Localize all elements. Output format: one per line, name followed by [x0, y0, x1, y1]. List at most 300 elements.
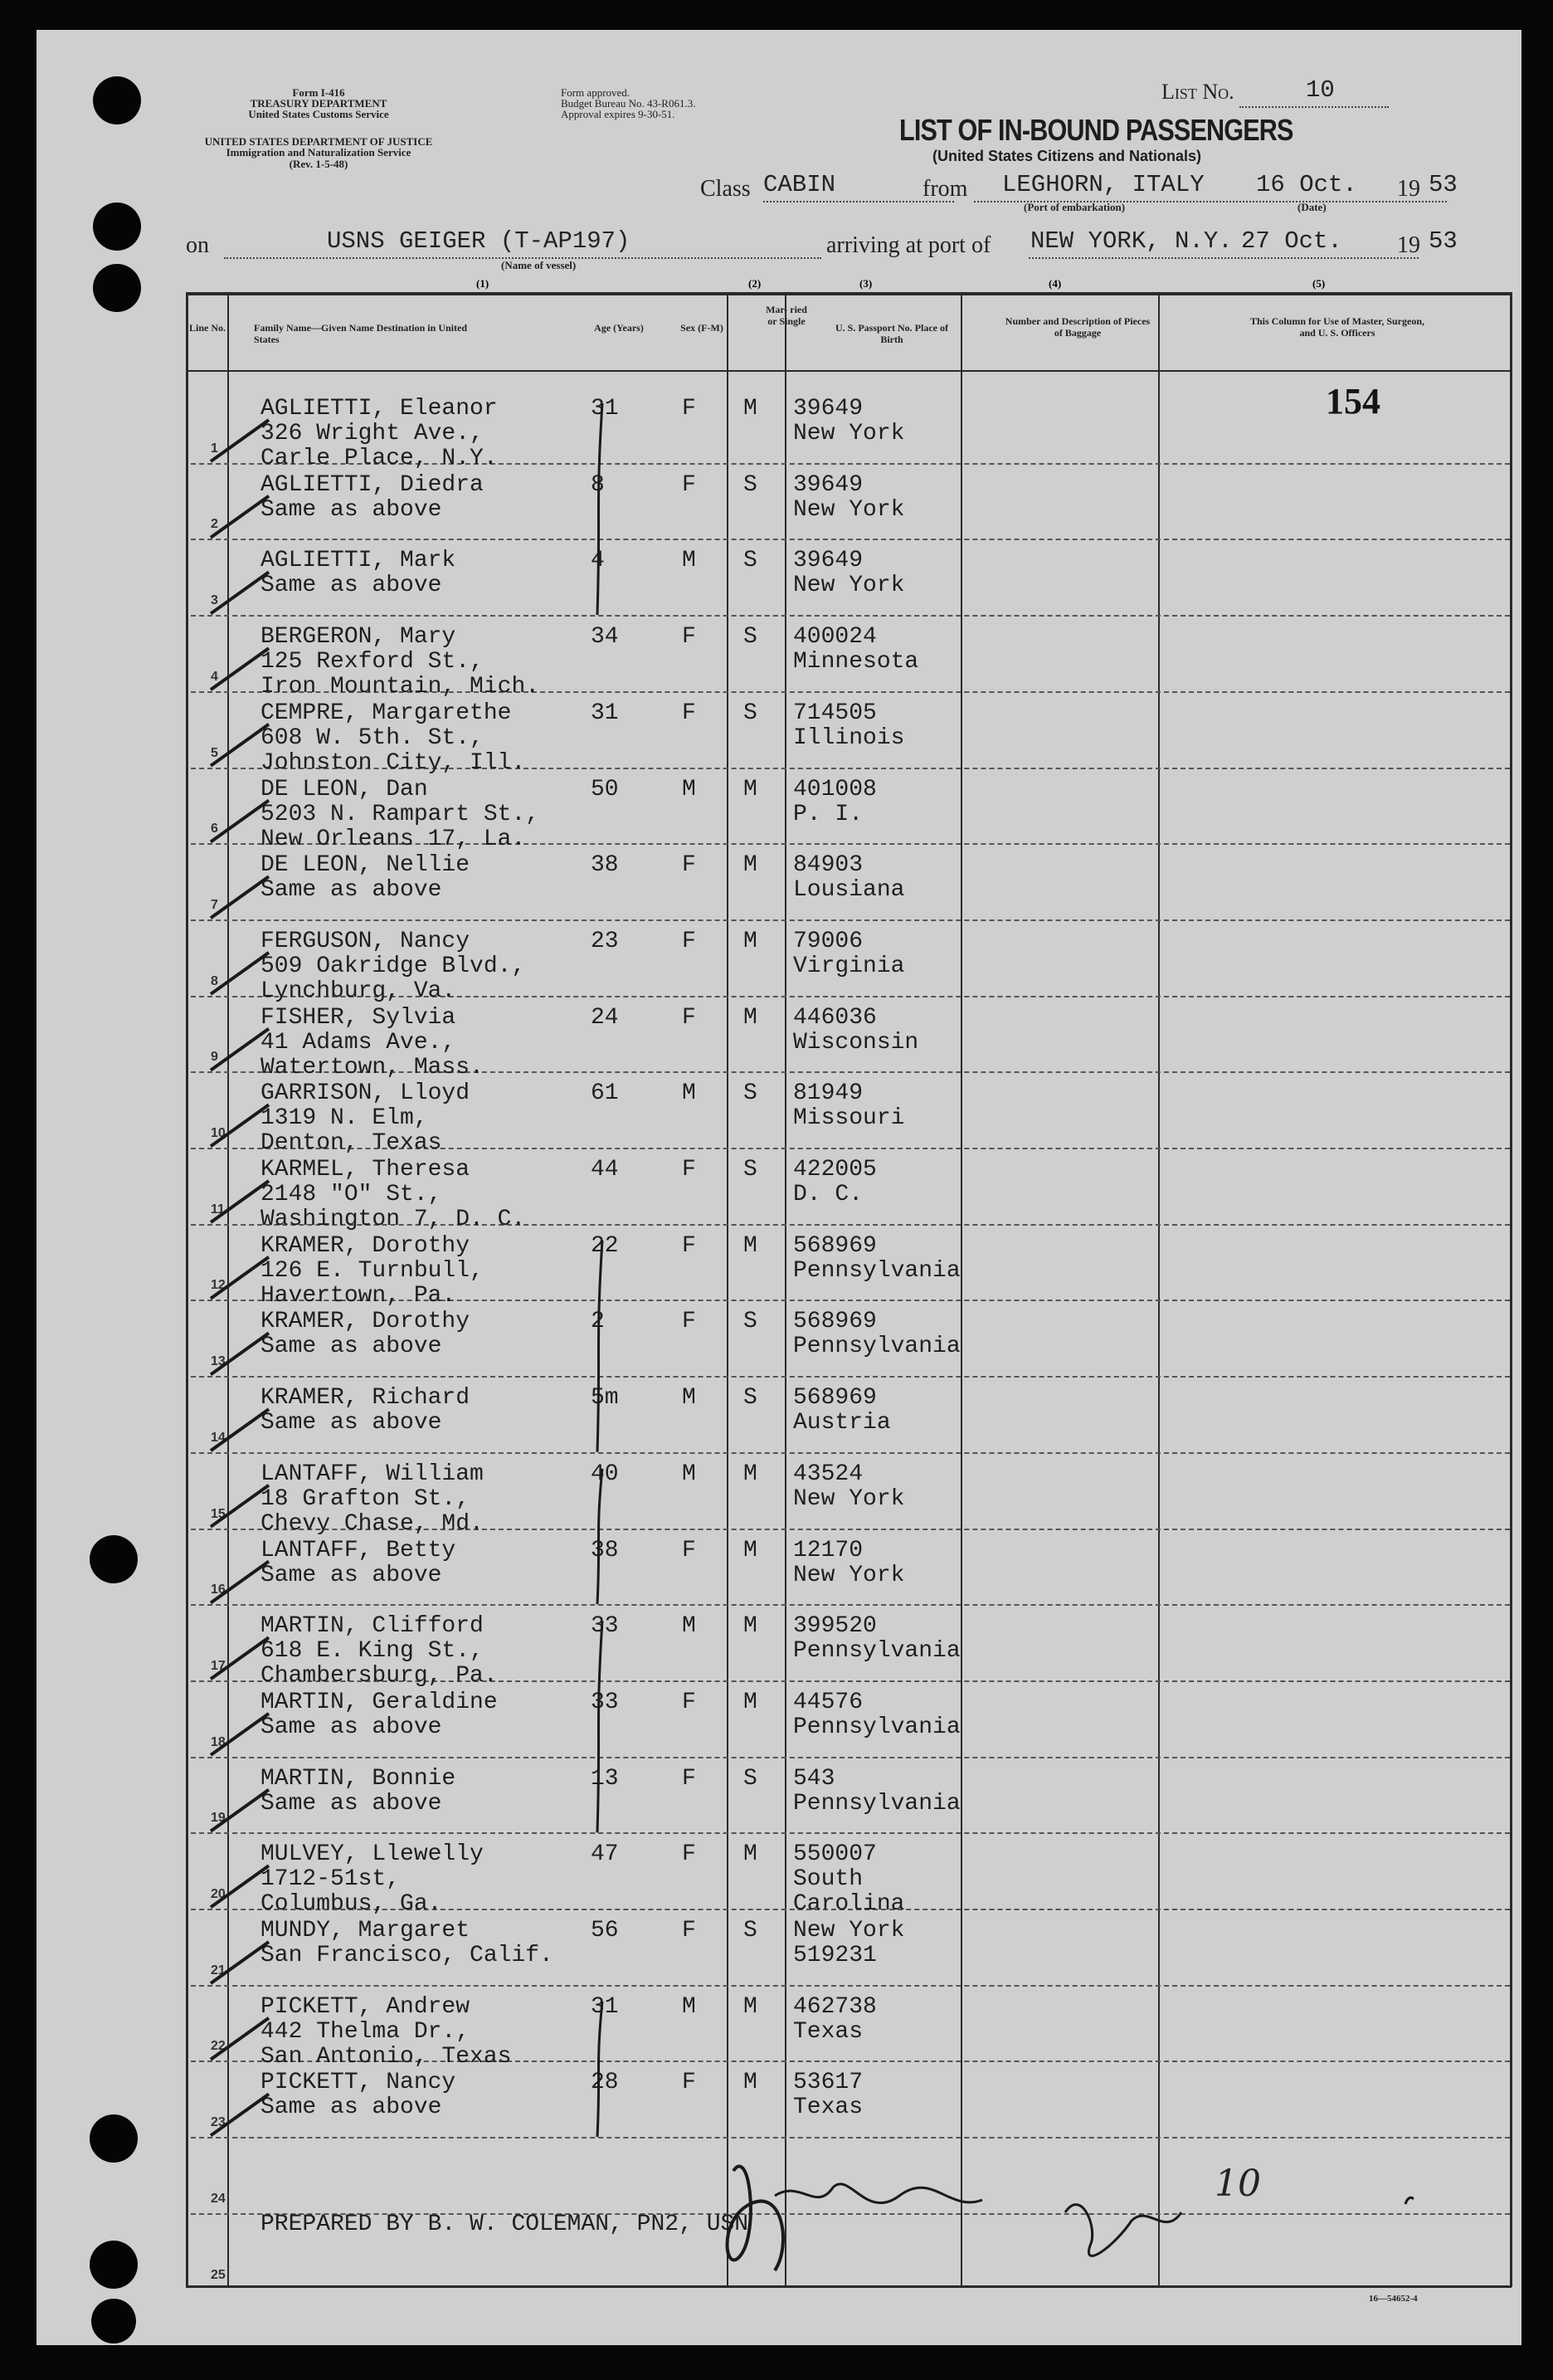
- passenger-sex: F: [682, 1537, 696, 1563]
- line-number: 6: [211, 822, 218, 836]
- passenger-sex: F: [682, 1765, 696, 1792]
- passport-number: 43524: [793, 1461, 864, 1487]
- place-of-birth: New York: [793, 1562, 905, 1588]
- row-divider: [191, 919, 1510, 921]
- passenger-age: 5m: [591, 1385, 619, 1412]
- passenger-age: 23: [591, 928, 619, 954]
- approval-line-2: Budget Bureau No. 43-R061.3.: [561, 97, 696, 110]
- handwritten-signature: [700, 2121, 1414, 2287]
- check-mark: [211, 648, 269, 690]
- line-number: 25: [211, 2267, 226, 2282]
- table-header-border: [186, 370, 1512, 372]
- check-mark: [211, 1485, 269, 1527]
- passenger-address: Same as above: [260, 1410, 442, 1436]
- passenger-marital-status: S: [743, 1385, 757, 1412]
- place-of-birth: Pennsylvania: [793, 1257, 961, 1284]
- check-mark: [211, 1790, 269, 1831]
- column-number-5: (5): [1312, 277, 1326, 290]
- check-mark: [211, 1714, 269, 1755]
- bracket-mark: [597, 1621, 602, 1832]
- passport-number: 422005: [793, 1157, 877, 1183]
- line-number: 3: [211, 593, 218, 608]
- punch-hole: [90, 2114, 138, 2163]
- passenger-address: New Orleans 17, La.: [260, 826, 526, 852]
- line-number: 19: [211, 1811, 226, 1826]
- place-of-birth: Lousiana: [793, 877, 905, 904]
- passport-number: 12170: [793, 1537, 864, 1563]
- passenger-address: Chevy Chase, Md.: [260, 1510, 484, 1537]
- place-of-birth: Missouri: [793, 1105, 905, 1132]
- line-number: 9: [211, 1050, 218, 1065]
- passenger-age: 44: [591, 1157, 619, 1183]
- line-number: 7: [211, 897, 218, 912]
- arrival-date: 27 Oct.: [1241, 227, 1342, 255]
- place-of-birth: 519231: [793, 1943, 877, 1968]
- header-married: Mar- ried or Single: [766, 304, 807, 327]
- place-of-birth: Austria: [793, 1410, 891, 1436]
- check-mark: [211, 953, 269, 994]
- passenger-sex: M: [682, 776, 696, 802]
- passenger-sex: F: [682, 396, 696, 422]
- year-prefix-2: 19: [1397, 232, 1420, 258]
- line-number: 24: [211, 2191, 226, 2206]
- check-mark: [211, 2018, 269, 2060]
- header-baggage: Number and Description of Pieces of Baggage: [1005, 315, 1151, 339]
- passenger-sex: F: [682, 1689, 696, 1715]
- check-mark: [211, 420, 269, 461]
- arrival-underline: [1029, 257, 1419, 259]
- passenger-age: 40: [591, 1461, 619, 1487]
- passenger-sex: F: [682, 624, 696, 651]
- passenger-address: Carle Place, N.Y.: [260, 446, 498, 471]
- vessel-caption: (Name of vessel): [501, 259, 577, 271]
- row-divider: [191, 1604, 1510, 1606]
- passenger-age: 31: [591, 700, 619, 726]
- passenger-sex: M: [682, 1461, 696, 1487]
- passport-number: 400024: [793, 624, 877, 651]
- passenger-name: AGLIETTI, Diedra: [260, 471, 484, 498]
- column-number-2: (2): [748, 277, 762, 290]
- embarkation-year: 53: [1429, 171, 1458, 198]
- passenger-address: 608 W. 5th. St.,: [260, 724, 484, 751]
- row-divider: [191, 1985, 1510, 1987]
- line-number: 21: [211, 1963, 226, 1978]
- place-of-birth: New York: [793, 421, 905, 446]
- header-officers: This Column for Use of Master, Surgeon, and U. S. Officers: [1249, 315, 1424, 339]
- passenger-age: 47: [591, 1841, 619, 1868]
- passenger-address: San Antonio, Texas: [260, 2043, 512, 2070]
- passenger-age: 34: [591, 624, 619, 651]
- passenger-name: DE LEON, Nellie: [260, 852, 470, 879]
- place-of-birth: Texas: [793, 2095, 864, 2121]
- row-divider: [191, 1452, 1510, 1454]
- passenger-marital-status: M: [743, 1613, 757, 1640]
- passenger-marital-status: S: [743, 1080, 757, 1107]
- passenger-sex: M: [682, 1385, 696, 1412]
- passenger-address: Havertown, Pa.: [260, 1282, 456, 1309]
- column-number-4: (4): [1049, 277, 1062, 290]
- passenger-marital-status: M: [743, 1004, 757, 1031]
- married-divider: [785, 292, 786, 2287]
- passenger-marital-status: M: [743, 1232, 757, 1259]
- page-subtitle: (United States Citizens and Nationals): [932, 148, 1202, 164]
- line-number: 22: [211, 2039, 226, 2054]
- class-value: CABIN: [763, 171, 836, 198]
- header-passport: U. S. Passport No. Place of Birth: [835, 322, 948, 345]
- line-number: 4: [211, 669, 218, 684]
- passenger-address: Same as above: [260, 573, 442, 599]
- punch-hole: [93, 264, 141, 312]
- passenger-age: 38: [591, 1537, 619, 1563]
- port-caption: (Port of embarkation): [1024, 201, 1126, 213]
- list-number-value: 10: [1306, 76, 1335, 104]
- passport-number: 84903: [793, 852, 864, 879]
- justice-dept: UNITED STATES DEPARTMENT OF JUSTICE: [204, 135, 433, 148]
- place-of-birth: D. C.: [793, 1182, 864, 1207]
- family-brackets: [584, 378, 617, 2287]
- check-mark: [211, 1029, 269, 1071]
- passenger-name: AGLIETTI, Mark: [260, 548, 456, 574]
- row-divider: [191, 1757, 1510, 1758]
- form-revision: (Rev. 1-5-48): [289, 158, 348, 170]
- line-number: 2: [211, 517, 218, 532]
- line-number: 5: [211, 745, 218, 760]
- passport-number: 39649: [793, 471, 864, 498]
- treasury-dept: TREASURY DEPARTMENT: [250, 97, 387, 110]
- from-label: from: [923, 176, 968, 202]
- place-of-birth: New York: [793, 573, 905, 599]
- passenger-address: Lynchburg, Va.: [260, 978, 456, 1004]
- handwritten-note: 10: [1215, 2163, 1261, 2205]
- passenger-name: DE LEON, Dan: [260, 776, 428, 802]
- column-number-3: (3): [859, 277, 873, 290]
- passenger-sex: M: [682, 1613, 696, 1640]
- passenger-sex: F: [682, 1157, 696, 1183]
- passenger-marital-status: S: [743, 1918, 757, 1944]
- passenger-age: 24: [591, 1004, 619, 1031]
- passport-number: 550007: [793, 1841, 877, 1868]
- header-age: Age (Years): [594, 322, 644, 334]
- header-line-no: Line No.: [188, 322, 226, 334]
- bracket-mark: [597, 1241, 602, 1452]
- arriving-label: arriving at port of: [826, 232, 991, 258]
- passenger-sex: M: [682, 1993, 696, 2020]
- passport-number: 53617: [793, 2070, 864, 2096]
- passport-number: 39649: [793, 548, 864, 574]
- place-of-birth: New York: [793, 496, 905, 523]
- approval-line-3: Approval expires 9-30-51.: [561, 108, 675, 120]
- passenger-age: 31: [591, 1993, 619, 2020]
- line-number: 18: [211, 1734, 226, 1749]
- passenger-name: MULVEY, Llewelly: [260, 1841, 484, 1868]
- passenger-name: MARTIN, Geraldine: [260, 1689, 498, 1715]
- arrival-year: 53: [1429, 227, 1458, 255]
- passenger-name: FISHER, Sylvia: [260, 1004, 456, 1031]
- row-divider: [191, 1832, 1510, 1834]
- vessel-name: USNS GEIGER (T-AP197): [327, 227, 630, 255]
- passenger-marital-status: M: [743, 1841, 757, 1868]
- passport-number: 543: [793, 1765, 835, 1792]
- passenger-address: 509 Oakridge Blvd.,: [260, 953, 526, 979]
- table-right-border: [1510, 292, 1512, 2287]
- check-mark: [211, 572, 269, 613]
- prepared-by: PREPARED BY B. W. COLEMAN, PN2, USN: [260, 2212, 749, 2237]
- passport-number: 446036: [793, 1004, 877, 1031]
- passenger-marital-status: S: [743, 471, 757, 498]
- passenger-name: MARTIN, Bonnie: [260, 1765, 456, 1792]
- column-number-1: (1): [476, 277, 489, 290]
- passenger-age: 2: [591, 1309, 605, 1335]
- passenger-address: Iron Mountain, Mich.: [260, 674, 540, 700]
- bracket-mark: [597, 403, 602, 615]
- ins-service: Immigration and Naturalization Service: [226, 146, 411, 159]
- passport-number: 714505: [793, 700, 877, 726]
- passenger-address: 326 Wright Ave.,: [260, 421, 484, 446]
- date-caption: (Date): [1297, 201, 1327, 213]
- passenger-marital-status: M: [743, 928, 757, 954]
- line-number: 15: [211, 1506, 226, 1521]
- passenger-sex: M: [682, 1080, 696, 1107]
- punch-hole: [90, 2241, 138, 2289]
- place-of-birth: P. I.: [793, 801, 864, 827]
- passenger-marital-status: M: [743, 396, 757, 422]
- passenger-name: LANTAFF, William: [260, 1461, 484, 1487]
- passenger-age: 33: [591, 1613, 619, 1640]
- passenger-sex: F: [682, 1918, 696, 1944]
- check-marks: [178, 378, 377, 2287]
- line-number: 23: [211, 2115, 226, 2130]
- check-mark: [211, 1257, 269, 1299]
- punch-hole: [90, 1535, 138, 1583]
- passenger-age: 8: [591, 471, 605, 498]
- passport-number: 462738: [793, 1993, 877, 2020]
- passenger-marital-status: M: [743, 776, 757, 802]
- passenger-address: Same as above: [260, 2095, 442, 2121]
- passenger-name: BERGERON, Mary: [260, 624, 456, 651]
- passenger-name: MUNDY, Margaret: [260, 1918, 470, 1944]
- check-mark: [211, 1942, 269, 1983]
- baggage-divider: [1158, 292, 1160, 2287]
- place-of-birth: Pennsylvania: [793, 1714, 961, 1740]
- passenger-name: MARTIN, Clifford: [260, 1613, 484, 1640]
- passenger-sex: F: [682, 1309, 696, 1335]
- passenger-address: 1712-51st,: [260, 1866, 401, 1893]
- passenger-address: Washington 7, D. C.: [260, 1207, 526, 1232]
- passenger-address: 5203 N. Rampart St.,: [260, 801, 540, 827]
- manifest-page: [37, 30, 1521, 2345]
- passenger-marital-status: S: [743, 548, 757, 574]
- line-number: 1: [211, 441, 218, 456]
- passenger-address: 2148 "O" St.,: [260, 1182, 442, 1207]
- row-divider: [191, 1376, 1510, 1378]
- form-number: Form I-416: [292, 86, 345, 99]
- passenger-marital-status: M: [743, 852, 757, 879]
- customs-service: United States Customs Service: [248, 108, 389, 120]
- passenger-sex: F: [682, 852, 696, 879]
- passenger-age: 56: [591, 1918, 619, 1944]
- header-sex: Sex (F-M): [680, 322, 723, 334]
- passenger-marital-status: S: [743, 1309, 757, 1335]
- passenger-address: 41 Adams Ave.,: [260, 1029, 456, 1056]
- line-number: 16: [211, 1583, 226, 1597]
- line-number: 17: [211, 1658, 226, 1673]
- arrival-port: NEW YORK, N.Y.: [1030, 227, 1233, 255]
- line-number: 13: [211, 1354, 226, 1369]
- page-title: LIST OF IN-BOUND PASSENGERS: [899, 113, 1293, 147]
- approval-line-1: Form approved.: [561, 86, 630, 99]
- passport-number: 81949: [793, 1080, 864, 1107]
- passport-number: 401008: [793, 776, 877, 802]
- passenger-name: PICKETT, Nancy: [260, 2070, 456, 2096]
- passenger-age: 50: [591, 776, 619, 802]
- passenger-name: KARMEL, Theresa: [260, 1157, 470, 1183]
- passenger-address: Same as above: [260, 1562, 442, 1588]
- check-mark: [211, 2094, 269, 2135]
- table-top-border: [186, 292, 1512, 295]
- officer-note: 154: [1326, 381, 1380, 422]
- passenger-name: KRAMER, Dorothy: [260, 1232, 470, 1259]
- passport-number: 39649: [793, 396, 864, 422]
- passenger-name: AGLIETTI, Eleanor: [260, 396, 498, 422]
- passenger-marital-status: S: [743, 700, 757, 726]
- passenger-sex: F: [682, 1841, 696, 1868]
- passport-number: 399520: [793, 1613, 877, 1640]
- passenger-sex: F: [682, 2070, 696, 2096]
- passenger-sex: F: [682, 1004, 696, 1031]
- check-mark: [211, 496, 269, 538]
- passport-number: 568969: [793, 1385, 877, 1412]
- passport-number: 44576: [793, 1689, 864, 1715]
- passenger-address: 126 E. Turnbull,: [260, 1257, 484, 1284]
- passenger-address: Johnston City, Ill.: [260, 749, 526, 776]
- passenger-age: 22: [591, 1232, 619, 1259]
- passenger-age: 28: [591, 2070, 619, 2096]
- place-of-birth: Texas: [793, 2018, 864, 2045]
- passenger-address: Columbus, Ga.: [260, 1891, 442, 1918]
- line-number: 20: [211, 1887, 226, 1901]
- line-number: 12: [211, 1278, 226, 1293]
- passenger-marital-status: S: [743, 1765, 757, 1792]
- list-number-underline: [1239, 106, 1389, 108]
- passenger-address: Same as above: [260, 1790, 442, 1817]
- port-of-embarkation: LEGHORN, ITALY: [1002, 171, 1205, 198]
- passport-number: 568969: [793, 1309, 877, 1335]
- passport-number: 568969: [793, 1232, 877, 1259]
- passenger-address: 125 Rexford St.,: [260, 649, 484, 675]
- passenger-name: LANTAFF, Betty: [260, 1537, 456, 1563]
- place-of-birth: Illinois: [793, 724, 905, 751]
- check-mark: [211, 801, 269, 842]
- passport-number: 79006: [793, 928, 864, 954]
- passenger-address: 18 Grafton St.,: [260, 1485, 470, 1512]
- bracket-mark: [597, 2002, 602, 2137]
- place-of-birth: Pennsylvania: [793, 1790, 961, 1817]
- passenger-marital-status: S: [743, 624, 757, 651]
- passenger-address: Watertown, Mass.: [260, 1054, 484, 1080]
- punch-hole: [91, 2299, 136, 2343]
- passport-divider: [961, 292, 962, 2287]
- check-mark: [211, 1637, 269, 1679]
- passenger-address: San Francisco, Calif.: [260, 1943, 553, 1968]
- class-label: Class: [700, 176, 751, 202]
- passenger-address: Same as above: [260, 1714, 442, 1740]
- passenger-name: GARRISON, Lloyd: [260, 1080, 470, 1107]
- passenger-sex: F: [682, 1232, 696, 1259]
- passenger-address: 1319 N. Elm,: [260, 1105, 428, 1132]
- place-of-birth: Pennsylvania: [793, 1334, 961, 1360]
- punch-hole: [93, 202, 141, 251]
- check-mark: [211, 1333, 269, 1374]
- passenger-name: PICKETT, Andrew: [260, 1993, 470, 2020]
- check-mark: [211, 724, 269, 766]
- line-number: 8: [211, 973, 218, 988]
- place-of-birth: Virginia: [793, 953, 905, 979]
- passport-number: New York: [793, 1918, 905, 1944]
- check-mark: [211, 1865, 269, 1907]
- passenger-sex: F: [682, 700, 696, 726]
- year-prefix-1: 19: [1397, 176, 1420, 202]
- header-name: Family Name—Given Name Destination in United States: [254, 322, 467, 345]
- check-mark: [211, 1409, 269, 1451]
- row-divider: [191, 615, 1510, 617]
- place-of-birth: Minnesota: [793, 649, 919, 675]
- passenger-age: 33: [591, 1689, 619, 1715]
- row-divider: [191, 539, 1510, 540]
- bracket-mark: [597, 1469, 602, 1604]
- passenger-age: 4: [591, 548, 605, 574]
- passenger-address: Denton, Texas: [260, 1130, 442, 1157]
- line-number: 10: [211, 1126, 226, 1140]
- embarkation-date: 16 Oct.: [1256, 171, 1357, 198]
- place-of-birth: Wisconsin: [793, 1029, 919, 1056]
- passenger-address: 442 Thelma Dr.,: [260, 2018, 470, 2045]
- check-mark: [211, 1105, 269, 1146]
- passenger-name: FERGUSON, Nancy: [260, 928, 470, 954]
- passenger-sex: F: [682, 928, 696, 954]
- passenger-name: KRAMER, Richard: [260, 1385, 470, 1412]
- passenger-marital-status: M: [743, 1537, 757, 1563]
- place-of-birth: New York: [793, 1485, 905, 1512]
- place-of-birth: Pennsylvania: [793, 1638, 961, 1665]
- check-mark: [211, 1562, 269, 1603]
- passenger-age: 31: [591, 396, 619, 422]
- place-of-birth: South Carolina: [793, 1866, 905, 1918]
- passenger-address: Same as above: [260, 496, 442, 523]
- footer-code: 16—54652-4: [1369, 2294, 1418, 2304]
- passenger-marital-status: M: [743, 2070, 757, 2096]
- passenger-address: Chambersburg, Pa.: [260, 1663, 498, 1690]
- check-mark: [211, 1181, 269, 1222]
- check-mark: [211, 876, 269, 918]
- line-number: 11: [211, 1202, 225, 1217]
- passenger-marital-status: M: [743, 1689, 757, 1715]
- passenger-address: 618 E. King St.,: [260, 1638, 484, 1665]
- list-number-label: List No.: [1161, 80, 1234, 104]
- passenger-marital-status: M: [743, 1461, 757, 1487]
- passenger-age: 38: [591, 852, 619, 879]
- line-number: 14: [211, 1430, 226, 1445]
- passenger-marital-status: M: [743, 1993, 757, 2020]
- passenger-age: 61: [591, 1080, 619, 1107]
- passenger-age: 13: [591, 1765, 619, 1792]
- sex-divider: [727, 292, 728, 2287]
- on-label: on: [186, 232, 209, 258]
- passenger-sex: F: [682, 471, 696, 498]
- passenger-sex: M: [682, 548, 696, 574]
- punch-hole: [93, 76, 141, 124]
- passenger-address: Same as above: [260, 1334, 442, 1360]
- passenger-name: KRAMER, Dorothy: [260, 1309, 470, 1335]
